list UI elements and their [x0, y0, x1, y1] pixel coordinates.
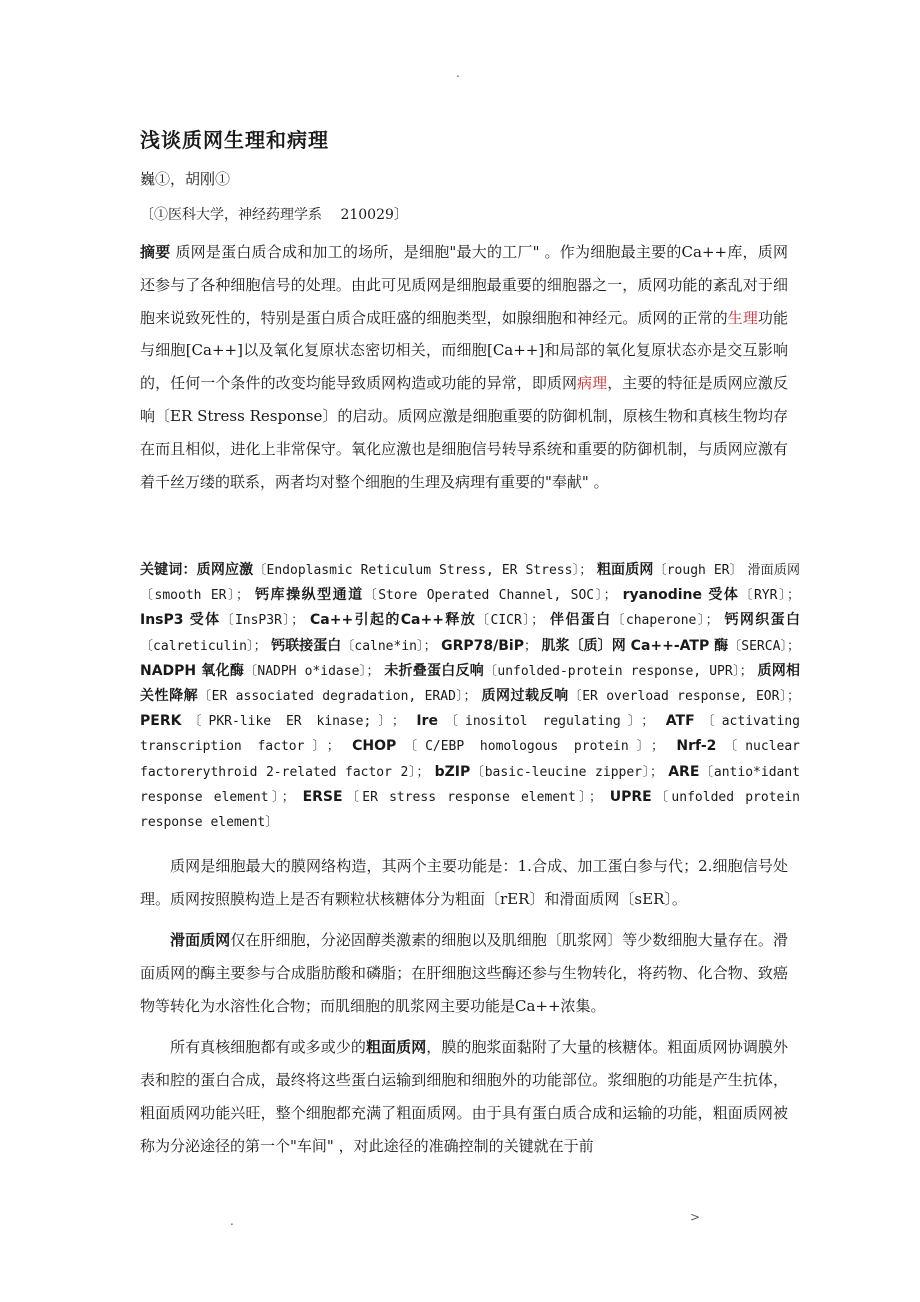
body-paragraph-3-text-a: 所有真核细胞都有或多或少的 [170, 1038, 366, 1056]
keyword-description: 〔unfolded-protein response, UPR〕； [484, 663, 753, 679]
footer-left-mark: . [230, 1214, 234, 1228]
keyword-item [140, 612, 304, 628]
keyword-description: 〔CICR〕； [476, 613, 545, 629]
keyword-description: 〔antio*idant response element〕； [140, 764, 800, 805]
keyword-item [140, 663, 379, 679]
keyword-description: 〔calreticulin〕； [140, 638, 267, 654]
keyword-term: PERK [140, 713, 182, 730]
keyword-item [541, 638, 800, 654]
keyword-term: 钙网织蛋白 [724, 612, 801, 629]
keyword-description: 〔rough ER〕 [653, 563, 743, 578]
keyword-item [384, 663, 753, 679]
header-mark: . [456, 66, 460, 80]
keywords-label: 关键词： [140, 562, 197, 578]
keyword-item [416, 713, 654, 729]
body-paragraph-3-text-b: ，膜的胞浆面黏附了大量的核糖体。粗面质网协调膜外表和腔的蛋白合成，最终将这些蛋白运输到细胞和细胞外的功能部位。浆细胞的功能是产生抗体，粗面质网功能兴旺，整个细胞都充满了粗面质网。由于具有蛋白质合成和运输的功能，粗面质网被称为分泌途径的第一个"车间" ，对此途径的准确控制的关键就在于前 [140, 1038, 788, 1155]
abstract-text-1: 质网是蛋白质合成和加工的场所，是细胞"最大的工厂" 。作为细胞最主要的Ca++库，质网还参与了各种细胞信号的处理。由此可见质网是细胞最重要的细胞器之一，质网功能的紊乱对于细胞来说致死性的，特别是蛋白质合成旺盛的细胞类型，如腺细胞和神经元。质网的正常的 [140, 243, 788, 327]
keywords-list [140, 562, 800, 830]
keyword-description: 〔InsP3R〕； [220, 613, 305, 629]
keywords [140, 558, 800, 835]
keyword-term: Ca++引起的Ca++释放 [310, 612, 477, 629]
keyword-term: InsP3 受体 [140, 612, 221, 629]
keyword-item [623, 587, 800, 603]
abstract-label: 摘要 [140, 243, 171, 261]
keyword-term: 钙联接蛋白 [271, 637, 342, 654]
keyword-item [310, 612, 544, 628]
keyword-term: ERSE [302, 788, 343, 805]
highlight-pathology: 病理 [577, 374, 608, 393]
keyword-description: 〔basic-leucine zipper〕； [470, 764, 664, 780]
keyword-term: CHOP [352, 738, 397, 755]
keyword-term: 质网过载反响 [481, 688, 569, 705]
keyword-item [441, 638, 537, 654]
keyword-term: ARE [668, 763, 700, 780]
keyword-term: 质网应激 [196, 562, 254, 578]
keyword-item [140, 713, 405, 729]
keyword-item [197, 562, 593, 578]
keyword-item [271, 638, 437, 654]
keyword-item [597, 562, 743, 578]
keyword-item [435, 764, 663, 780]
keyword-description: 〔ER overload response, EOR〕； [568, 689, 801, 705]
keyword-description: 滑面质网〔smooth ER〕； [140, 563, 800, 604]
keyword-term: NADPH 氧化酶 [140, 662, 245, 679]
keyword-term: ATF [665, 713, 695, 730]
keyword-description: 〔chaperone〕； [611, 613, 719, 629]
keyword-term: 伴侣蛋白 [549, 612, 612, 629]
highlight-physiology: 生理 [727, 308, 758, 327]
keyword-term: Nrf-2 [676, 738, 717, 755]
keyword-item [550, 612, 719, 628]
body-paragraph-3 [140, 1031, 788, 1163]
article-title: 浅谈质网生理和病理 [140, 128, 329, 152]
keyword-description: 〔ER associated degradation, ERAD〕； [198, 689, 477, 705]
term-rough-er: 粗面质网 [365, 1038, 427, 1056]
affiliation: 〔①医科大学，神经药理学系 210029〕 [140, 207, 408, 223]
body-paragraph-2 [140, 924, 788, 1023]
keyword-description: 〔PKR-like ER kinase;〕； [181, 714, 405, 730]
keyword-description: 〔nuclear factorerythroid 2-related factor 2〕； [140, 739, 800, 780]
keyword-description: 〔C/EBP homologous protein〕； [396, 739, 665, 755]
abstract-text-3: ，主要的特征是质网应激反响〔ER Stress Response〕的启动。质网应激是细胞重要的防御机制，原核生物和真核生物均存在而且相似，进化上非常保守。氧化应激也是细胞信号转导系统和重要的防御机制，与质网应激有着千丝万缕的联系，两者均对整个细胞的生理及病理有重要的"奉献" 。 [140, 374, 788, 491]
keyword-term: bZIP [434, 763, 471, 780]
keyword-term: 未折叠蛋白反响 [384, 662, 485, 679]
keyword-term: 钙库操纵型通道 [255, 587, 364, 604]
keyword-description: 〔calne*in〕； [341, 638, 437, 654]
keyword-description: 〔activating transcription factor〕； [140, 714, 800, 755]
keyword-description: ； [523, 638, 537, 654]
body-paragraph-1: 质网是细胞最大的膜网络构造，其两个主要功能是：1.合成、加工蛋白参与代；2.细胞信号处理。质网按照膜构造上是否有颗粒状核糖体分为粗面〔rER〕和滑面质网〔sER〕。 [140, 857, 788, 908]
keyword-description: 〔NADPH o*idase〕； [244, 663, 380, 679]
keyword-description: 〔Store Operated Channel, SOC〕； [363, 588, 617, 604]
keyword-item [303, 789, 602, 805]
keyword-description: 〔inositol regulating〕； [437, 714, 655, 730]
keyword-term: Ire [416, 713, 438, 730]
keyword-term: 质网相关性降解 [140, 662, 801, 705]
keyword-description: 〔ER stress response element〕； [342, 789, 602, 805]
keyword-term: GRP78/BiP [441, 637, 524, 654]
keyword-description: 〔SERCA〕； [728, 638, 800, 654]
keyword-item [481, 688, 800, 704]
keyword-term: 肌浆〔质〕网 Ca++-ATP 酶 [541, 637, 729, 654]
keyword-item [255, 587, 617, 603]
term-smooth-er: 滑面质网 [170, 931, 231, 949]
keyword-description: 〔Endoplasmic Reticulum Stress, ER Stress〕； [253, 563, 593, 578]
abstract-text-2: 功能与细胞[Ca++]以及氧化复原状态密切相关，而细胞[Ca++]和局部的氧化复原状态亦是交互影响的，任何一个条件的改变均能导致质网构造或功能的异常，即质网 [140, 308, 788, 393]
footer-right-mark: > [690, 1210, 701, 1224]
keyword-term: 粗面质网 [596, 562, 654, 578]
keyword-description: 〔RYR〕； [739, 588, 801, 604]
authors: 巍①，胡刚① [140, 170, 231, 188]
keyword-term: ryanodine 受体 [622, 587, 740, 604]
keyword-description: 〔unfolded protein response element〕 [140, 789, 801, 831]
keyword-item [352, 738, 664, 754]
abstract [140, 236, 788, 498]
body-paragraph-2-text: 仅在肝细胞，分泌固醇类激素的细胞以及肌细胞〔肌浆网〕等少数细胞大量存在。滑面质网的酶主要参与合成脂肪酸和磷脂；在肝细胞这些酶还参与生物转化，将药物、化合物、致癌物等转化为水溶性化合物；而肌细胞的肌浆网主要功能是Ca++浓集。 [140, 931, 788, 1015]
keyword-term: UPRE [609, 788, 652, 805]
